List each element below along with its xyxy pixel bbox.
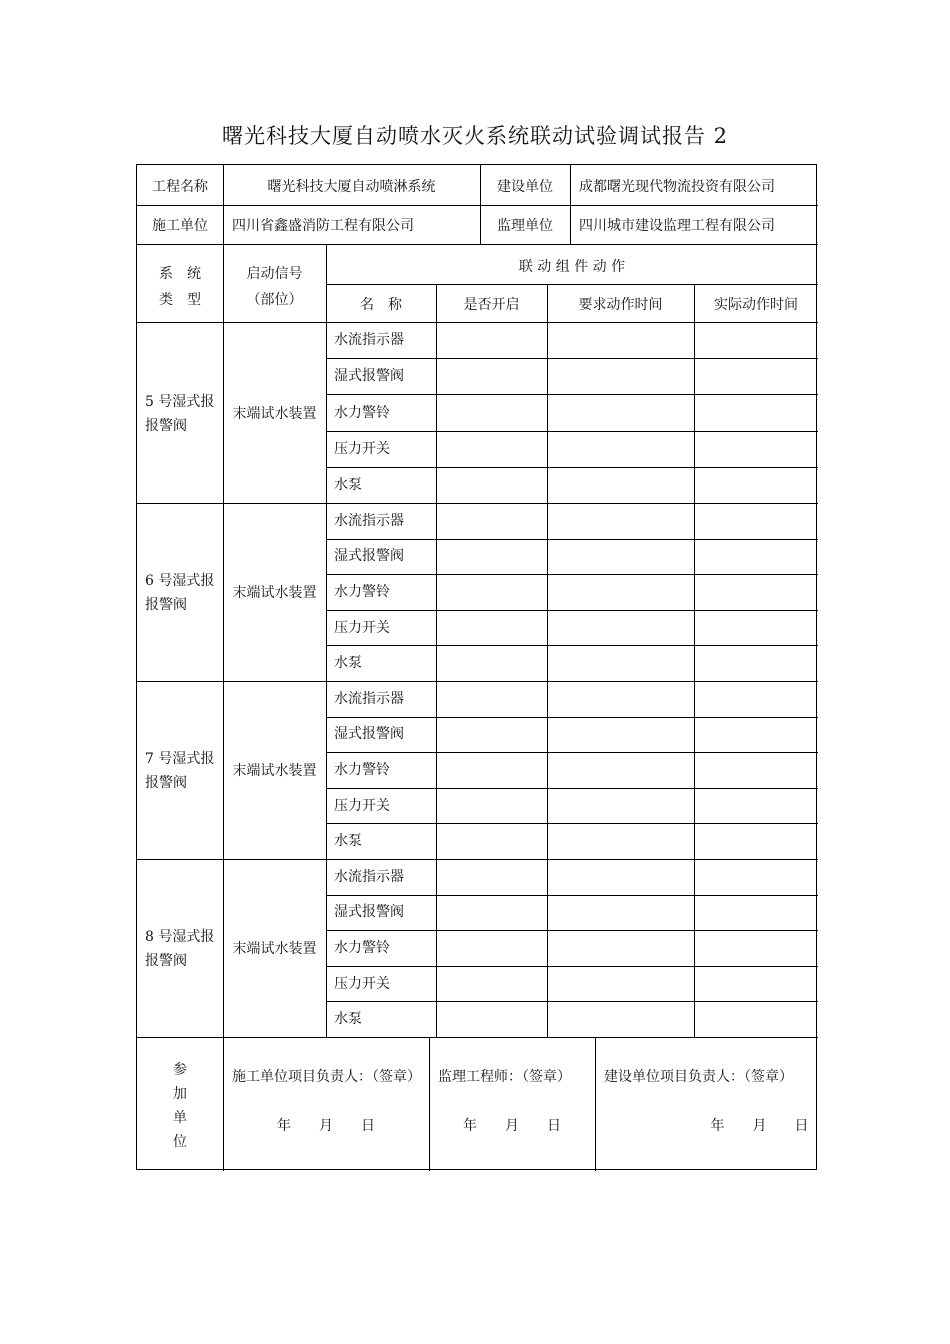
table-row-divider — [326, 610, 818, 611]
participants-label: 加 — [173, 1086, 187, 1102]
table-row-divider — [326, 895, 818, 896]
supervisor-date: 年 月 日 — [463, 1118, 561, 1134]
table-row-divider — [326, 717, 818, 718]
participants-label: 位 — [173, 1134, 187, 1150]
table-row-divider — [326, 930, 818, 931]
required-time-header: 要求动作时间 — [578, 297, 663, 313]
system-type-cell: 报警阀 — [145, 417, 187, 434]
component-name-cell: 水力警铃 — [334, 762, 390, 778]
owner-value: 成都曙光现代物流投资有限公司 — [579, 179, 775, 195]
table-row-divider — [326, 645, 818, 646]
table-rule — [595, 1037, 596, 1171]
component-name-cell: 压力开关 — [334, 976, 390, 992]
table-rule — [436, 284, 437, 1037]
component-name-cell: 压力开关 — [334, 441, 390, 457]
header-row-divider — [137, 205, 818, 206]
component-name-cell: 水流指示器 — [334, 869, 404, 885]
table-rule — [570, 165, 571, 244]
component-name-cell: 水泵 — [334, 1011, 362, 1027]
report-table — [136, 164, 817, 1170]
name-header: 名 称 — [360, 297, 402, 313]
system-type-cell: 8 号湿式报 — [145, 929, 215, 945]
table-row-divider — [326, 788, 818, 789]
column-header-bottom — [137, 322, 818, 323]
component-name-cell: 水流指示器 — [334, 513, 404, 529]
project-label: 工程名称 — [152, 179, 208, 195]
supervisor-value: 四川城市建设监理工程有限公司 — [579, 218, 775, 234]
system-type-cell: 6 号湿式报 — [145, 573, 215, 589]
participants-label: 参 — [173, 1062, 187, 1078]
table-row-divider — [326, 394, 818, 395]
table-rule — [223, 244, 224, 1037]
signal-cell: 末端试水装置 — [232, 585, 317, 601]
table-row-divider — [326, 574, 818, 575]
project-value: 曙光科技大厦自动喷淋系统 — [267, 179, 436, 195]
system-type-cell: 报警阀 — [145, 775, 187, 791]
table-rule — [694, 284, 695, 1037]
component-name-cell: 水力警铃 — [334, 940, 390, 956]
contractor-label: 施工单位 — [152, 218, 208, 234]
table-row-divider — [326, 539, 818, 540]
group-divider — [137, 503, 818, 504]
signal-header: 启动信号 — [246, 266, 303, 282]
system-type-cell: 7 号湿式报 — [145, 751, 215, 767]
system-type-header: 类 型 — [159, 292, 201, 308]
component-name-cell: 压力开关 — [334, 798, 390, 814]
owner-label: 建设单位 — [497, 179, 553, 195]
component-name-cell: 湿式报警阀 — [334, 726, 404, 742]
table-row-divider — [326, 467, 818, 468]
table-row-divider — [326, 966, 818, 967]
linkage-header: 联 动 组 件 动 作 — [518, 259, 626, 275]
owner-signature: 建设单位项目负责人：（签章） — [604, 1069, 793, 1085]
component-name-cell: 压力开关 — [334, 620, 390, 636]
component-name-cell: 水力警铃 — [334, 405, 390, 421]
table-rule — [429, 1037, 430, 1171]
participants-label: 单 — [173, 1110, 187, 1126]
signal-cell: 末端试水装置 — [232, 405, 317, 422]
component-name-cell: 水泵 — [334, 477, 362, 493]
component-name-cell: 湿式报警阀 — [334, 368, 404, 384]
table-rule — [223, 1037, 224, 1171]
table-rule — [326, 244, 327, 1037]
table-rule — [223, 165, 224, 244]
owner-date: 年 月 日 — [710, 1118, 809, 1134]
contractor-date: 年 月 日 — [277, 1118, 375, 1134]
component-name-cell: 湿式报警阀 — [334, 548, 404, 564]
table-row-divider — [326, 752, 818, 753]
actual-time-header: 实际动作时间 — [714, 297, 798, 313]
system-type-cell: 报警阀 — [145, 597, 187, 613]
report-title: 曙光科技大厦自动喷水灭火系统联动试验调试报告 2 — [221, 124, 729, 148]
signal-header: （部位） — [246, 292, 303, 308]
component-name-cell: 湿式报警阀 — [334, 904, 404, 920]
table-rule — [547, 284, 548, 1037]
supervisor-label: 监理单位 — [497, 218, 553, 234]
component-name-cell: 水泵 — [334, 833, 362, 849]
column-header-divider — [326, 284, 818, 285]
group-divider — [137, 859, 818, 860]
supervisor-signature: 监理工程师：（签章） — [438, 1069, 571, 1085]
contractor-signature: 施工单位项目负责人：（签章） — [232, 1069, 421, 1085]
component-name-cell: 水流指示器 — [334, 332, 404, 348]
opened-header: 是否开启 — [463, 297, 520, 313]
component-name-cell: 水力警铃 — [334, 584, 390, 600]
table-row-divider — [326, 431, 818, 432]
group-divider — [137, 681, 818, 682]
system-type-header: 系 统 — [159, 266, 201, 282]
component-name-cell: 水流指示器 — [334, 691, 404, 707]
signal-cell: 末端试水装置 — [232, 763, 317, 779]
system-type-cell: 5 号湿式报 — [145, 393, 215, 410]
signal-cell: 末端试水装置 — [232, 941, 317, 957]
group-divider — [137, 1037, 818, 1038]
component-name-cell: 水泵 — [334, 655, 362, 671]
contractor-value: 四川省鑫盛消防工程有限公司 — [232, 218, 414, 234]
table-row-divider — [326, 1001, 818, 1002]
table-row-divider — [326, 823, 818, 824]
table-row-divider — [326, 358, 818, 359]
header-row-divider — [137, 244, 818, 245]
system-type-cell: 报警阀 — [145, 953, 187, 969]
